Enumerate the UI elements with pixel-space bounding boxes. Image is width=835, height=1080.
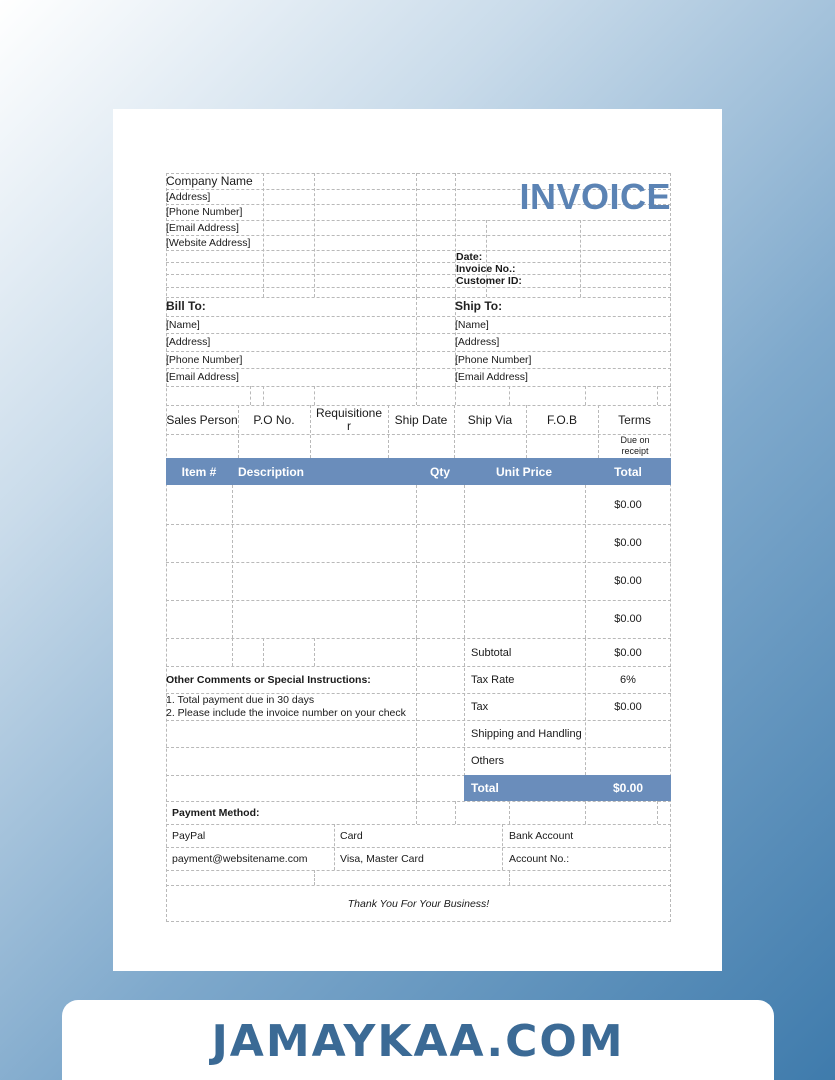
grid-line xyxy=(166,262,671,263)
grid-line xyxy=(166,250,671,251)
shipping-label: Shipping and Handling xyxy=(471,727,582,740)
grid-line xyxy=(416,297,417,386)
invoice-title: INVOICE xyxy=(519,176,671,217)
grid-line xyxy=(263,638,264,666)
grid-line xyxy=(509,870,510,885)
grand-total-value: $0.00 xyxy=(612,781,644,795)
grid-line xyxy=(314,386,315,405)
company-name: Company Name xyxy=(166,174,253,188)
invoice-no-label: Invoice No.: xyxy=(456,262,516,275)
ship-via-header: Ship Via xyxy=(467,413,513,427)
tax-rate-label: Tax Rate xyxy=(471,673,515,686)
tax-rate-value: 6% xyxy=(620,673,636,686)
payment-heading: Payment Method: xyxy=(172,806,260,819)
grid-line xyxy=(166,747,671,748)
others-label: Others xyxy=(471,755,505,767)
comment-line: 2. Please include the invoice number on your check xyxy=(166,706,406,719)
grid-line xyxy=(657,386,658,405)
sales-person-header: Sales Person xyxy=(166,412,238,427)
customer-id-label: Customer ID: xyxy=(456,274,522,287)
po-no-header: P.O No. xyxy=(253,413,295,427)
requisitioner-header: Requisitioner xyxy=(315,406,383,433)
company-website: [Website Address] xyxy=(166,236,251,249)
row-total: $0.00 xyxy=(614,575,642,587)
ship-to-phone: [Phone Number] xyxy=(455,353,532,366)
ship-to-name: [Name] xyxy=(455,318,489,331)
qty-header: Qty xyxy=(429,464,450,479)
grid-line xyxy=(250,386,251,405)
grid-line xyxy=(314,173,315,297)
grand-total-label: Total xyxy=(471,781,499,795)
date-label: Date: xyxy=(456,250,483,263)
card-label: Card xyxy=(340,829,363,842)
grid-line xyxy=(166,720,671,721)
bill-to-name: [Name] xyxy=(166,318,200,331)
ship-to-heading: Ship To: xyxy=(455,299,503,313)
tax-value: $0.00 xyxy=(614,700,642,713)
grid-line xyxy=(166,870,671,871)
ship-date-header: Ship Date xyxy=(394,413,448,427)
fob-header: F.O.B xyxy=(546,413,577,427)
grid-line xyxy=(580,220,581,297)
grid-line xyxy=(416,638,417,801)
grid-line xyxy=(334,824,335,870)
row-total: $0.00 xyxy=(614,613,642,625)
company-phone: [Phone Number] xyxy=(166,206,243,218)
tax-label: Tax xyxy=(471,700,489,713)
paypal-value: payment@websitename.com xyxy=(172,852,308,865)
grid-line xyxy=(416,485,417,638)
grid-line xyxy=(464,485,465,638)
description-header: Description xyxy=(238,464,305,479)
invoice-sheet xyxy=(166,173,671,922)
grid-line xyxy=(585,386,586,405)
grid-line xyxy=(416,173,417,297)
ship-to-address: [Address] xyxy=(455,336,500,348)
grid-line xyxy=(455,386,456,405)
item-number-header: Item # xyxy=(181,464,217,479)
grid-line xyxy=(509,801,510,824)
comments-heading: Other Comments or Special Instructions: xyxy=(166,673,371,686)
grid-line xyxy=(416,386,417,405)
grid-line xyxy=(232,485,233,638)
bank-value: Account No.: xyxy=(509,852,570,865)
terms-header: Terms xyxy=(618,413,651,427)
terms-value: Due on receipt xyxy=(620,435,650,456)
row-total: $0.00 xyxy=(614,498,642,511)
thank-you-note: Thank You For Your Business! xyxy=(347,897,490,910)
company-address: [Address] xyxy=(166,190,211,203)
bill-to-phone: [Phone Number] xyxy=(166,353,243,366)
subtotal-label: Subtotal xyxy=(471,646,512,659)
total-header: Total xyxy=(614,464,642,479)
grid-line xyxy=(314,870,315,885)
grid-line xyxy=(166,386,671,387)
grid-line xyxy=(416,801,417,824)
bill-to-heading: Bill To: xyxy=(166,299,206,313)
row-total: $0.00 xyxy=(614,537,642,549)
comment-line: 1. Total payment due in 30 days xyxy=(166,693,315,706)
grid-line xyxy=(657,801,658,824)
paypal-label: PayPal xyxy=(172,829,206,842)
grid-line xyxy=(232,638,233,666)
grid-line xyxy=(314,638,315,666)
grid-line xyxy=(509,386,510,405)
bill-to-address: [Address] xyxy=(166,336,211,348)
bank-label: Bank Account xyxy=(509,829,574,842)
ship-to-email: [Email Address] xyxy=(455,371,528,383)
subtotal-value: $0.00 xyxy=(614,646,642,659)
grid-line xyxy=(166,287,671,288)
bill-to-email: [Email Address] xyxy=(166,371,239,383)
grid-line xyxy=(166,274,671,275)
grid-line xyxy=(585,801,586,824)
company-email: [Email Address] xyxy=(166,221,239,234)
unit-price-header: Unit Price xyxy=(495,464,552,479)
card-value: Visa, Master Card xyxy=(340,852,424,865)
grid-line xyxy=(263,386,264,405)
brand-logo-text: JAMAYKAA.COM xyxy=(211,1015,625,1067)
grid-line xyxy=(502,824,503,870)
grid-line xyxy=(455,801,456,824)
